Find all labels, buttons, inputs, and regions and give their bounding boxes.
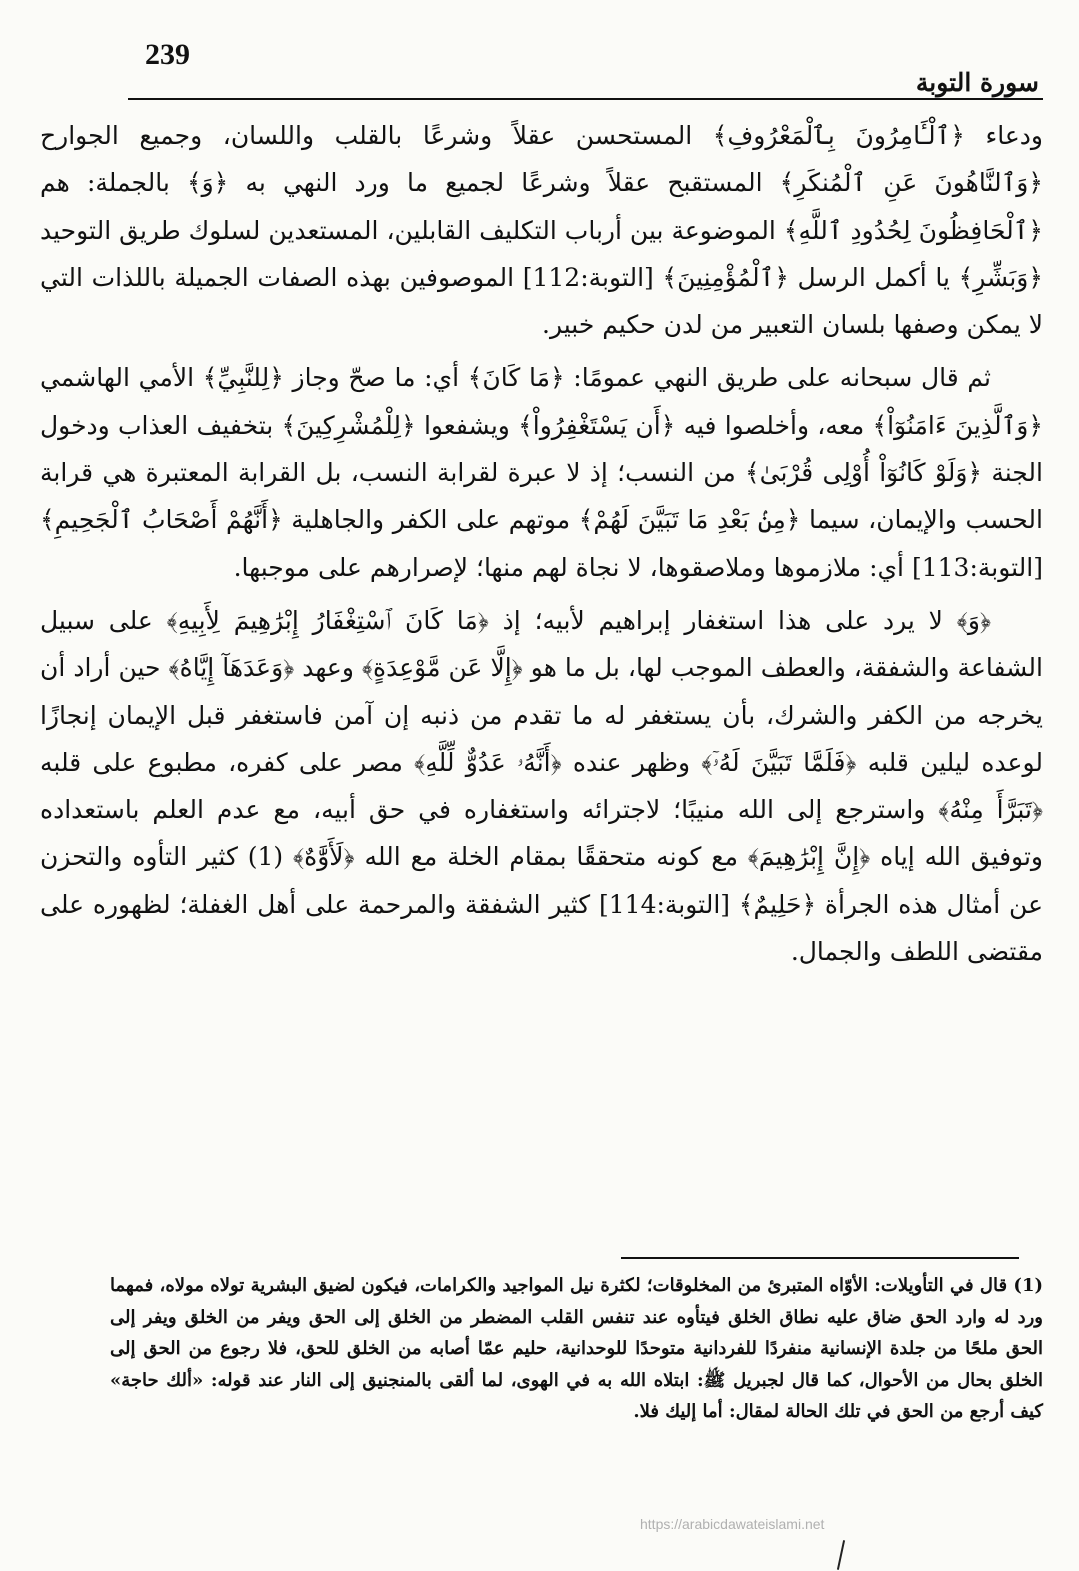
paragraph-3: ﴿وَ﴾ لا يرد على هذا استغفار إبراهيم لأبيه؛ إذ ﴿مَا كَانَ ٱسْتِغْفَارُ إِبْرَٰهِيمَ لِأَبِيهِ﴾ على سبيل الشفاعة والشفقة، والعطف الموجب لها، بل ما هو ﴿إِلَّا عَن مَّوْعِدَةٍ﴾ وعهد ﴿وَعَدَهَآ إِيَّاهُ﴾ حين أراد أن يخرجه من الكفر والشرك، بأن يستغفر له ما تقدم من ذنبه إن آمن فاستغفر قبل الإيمان إنجازًا لوعده ليلين قلبه ﴿فَلَمَّا تَبَيَّنَ لَهُۥٓ﴾ وظهر عنده ﴿أَنَّهُۥ عَدُوٌّ لِّلَّهِ﴾ مصر على كفره، مطبوع على قلبه ﴿تَبَرَّأَ مِنْهُ﴾ واسترجع إلى الله منيبًا؛ لاجترائه واستغفاره في حق أبيه، مع عدم العلم باستعداده وتوفيق الله إياه ﴿إِنَّ إِبْرَٰهِيمَ﴾ مع كونه متحققًا بمقام الخلة مع الله ﴿لَأَوَّٰهٌ﴾ (1) كثير التأوه والتحزن عن أمثال هذه الجرأة ﴿حَلِيمٌ﴾ [التوبة:114] كثير الشفقة والمرحمة على أهل الغفلة؛ لظهوره على مقتضى اللطف والجمال. (40, 605, 1043, 967)
main-text (40, 112, 1043, 981)
page-number: 239 (145, 38, 190, 71)
footnote-1: (1) قال في التأويلات: الأوّاه المتبرئ من المخلوقات؛ لكثرة نيل المواجيد والكرامات، فيكون لضيق البشرية تولاه مولاه، فمهما ورد له وارد الحق ضاق عليه نطاق الخلق فيتأوه عند تنفس القلب المضطر من الخلق إلى الحق ويفر من الخلق ويفر إلى الحق ملحًا من جلدة الإنسانية منفردًا للفردانية متوحدًا للوحدانية، حليم عمّا أصابه من الخلق للحق، فلا رجوع من الحق إلى الخلق بحال من الأحوال، كما قال لجبريل ﷺ: ابتلاه الله به في الهوى، لما ألقى بالمنجنيق إلى النار عند قوله: «ألك حاجة» كيف أرجع من الحق في تلك الحالة لمقال: أما إليك فلا. (110, 1275, 1043, 1422)
footnote-rule (621, 1257, 1019, 1259)
scan-mark (837, 1540, 845, 1570)
footnotes (110, 1270, 1043, 1428)
paragraph-2: ثم قال سبحانه على طريق النهي عمومًا: ﴿مَا كَانَ﴾ أي: ما صحّ وجاز ﴿لِلنَّبِيِّ﴾ الأمي الهاشمي ﴿وَٱلَّذِينَ ءَامَنُوٓاْ﴾ معه، وأخلصوا فيه ﴿أَن يَسْتَغْفِرُواْ﴾ ويشفعوا ﴿لِلْمُشْرِكِينَ﴾ بتخفيف العذاب ودخول الجنة ﴿وَلَوْ كَانُوٓاْ أُوْلِى قُرْبَىٰ﴾ من النسب؛ إذ لا عبرة لقرابة النسب، بل القرابة المعتبرة هي قرابة الحسب والإيمان، سيما ﴿مِنۢ بَعْدِ مَا تَبَيَّنَ لَهُمْ﴾ موتهم على الكفر والجاهلية ﴿أَنَّهُمْ أَصْحَابُ ٱلْجَحِيمِ﴾ [التوبة:113] أي: ملازموها وملاصقوها، لا نجاة لهم منها؛ لإصرارهم على موجبها. (40, 363, 1043, 582)
surah-title: سورة التوبة (915, 68, 1039, 97)
watermark-url: https://arabicdawateislami.net (640, 1516, 825, 1532)
paragraph-1: ودعاء ﴿ٱلْـَٔامِرُونَ بِٱلْمَعْرُوفِ﴾ المستحسن عقلاً وشرعًا بالقلب واللسان، وجميع الجوارح ﴿وَٱلنَّاهُونَ عَنِ ٱلْمُنكَرِ﴾ المستقبح عقلاً وشرعًا لجميع ما ورد النهي به ﴿وَ﴾ بالجملة: هم ﴿ٱلْحَافِظُونَ لِحُدُودِ ٱللَّهِ﴾ الموضوعة بين أرباب التكليف القابلين، المستعدين لسلوك طريق التوحيد ﴿وَبَشِّرِ﴾ يا أكمل الرسل ﴿ٱلْمُؤْمِنِينَ﴾ [التوبة:112] الموصوفين بهذه الصفات الجميلة باللذات التي لا يمكن وصفها بلسان التعبير من لدن حكيم خبير. (40, 121, 1043, 340)
header-rule (128, 98, 1043, 100)
